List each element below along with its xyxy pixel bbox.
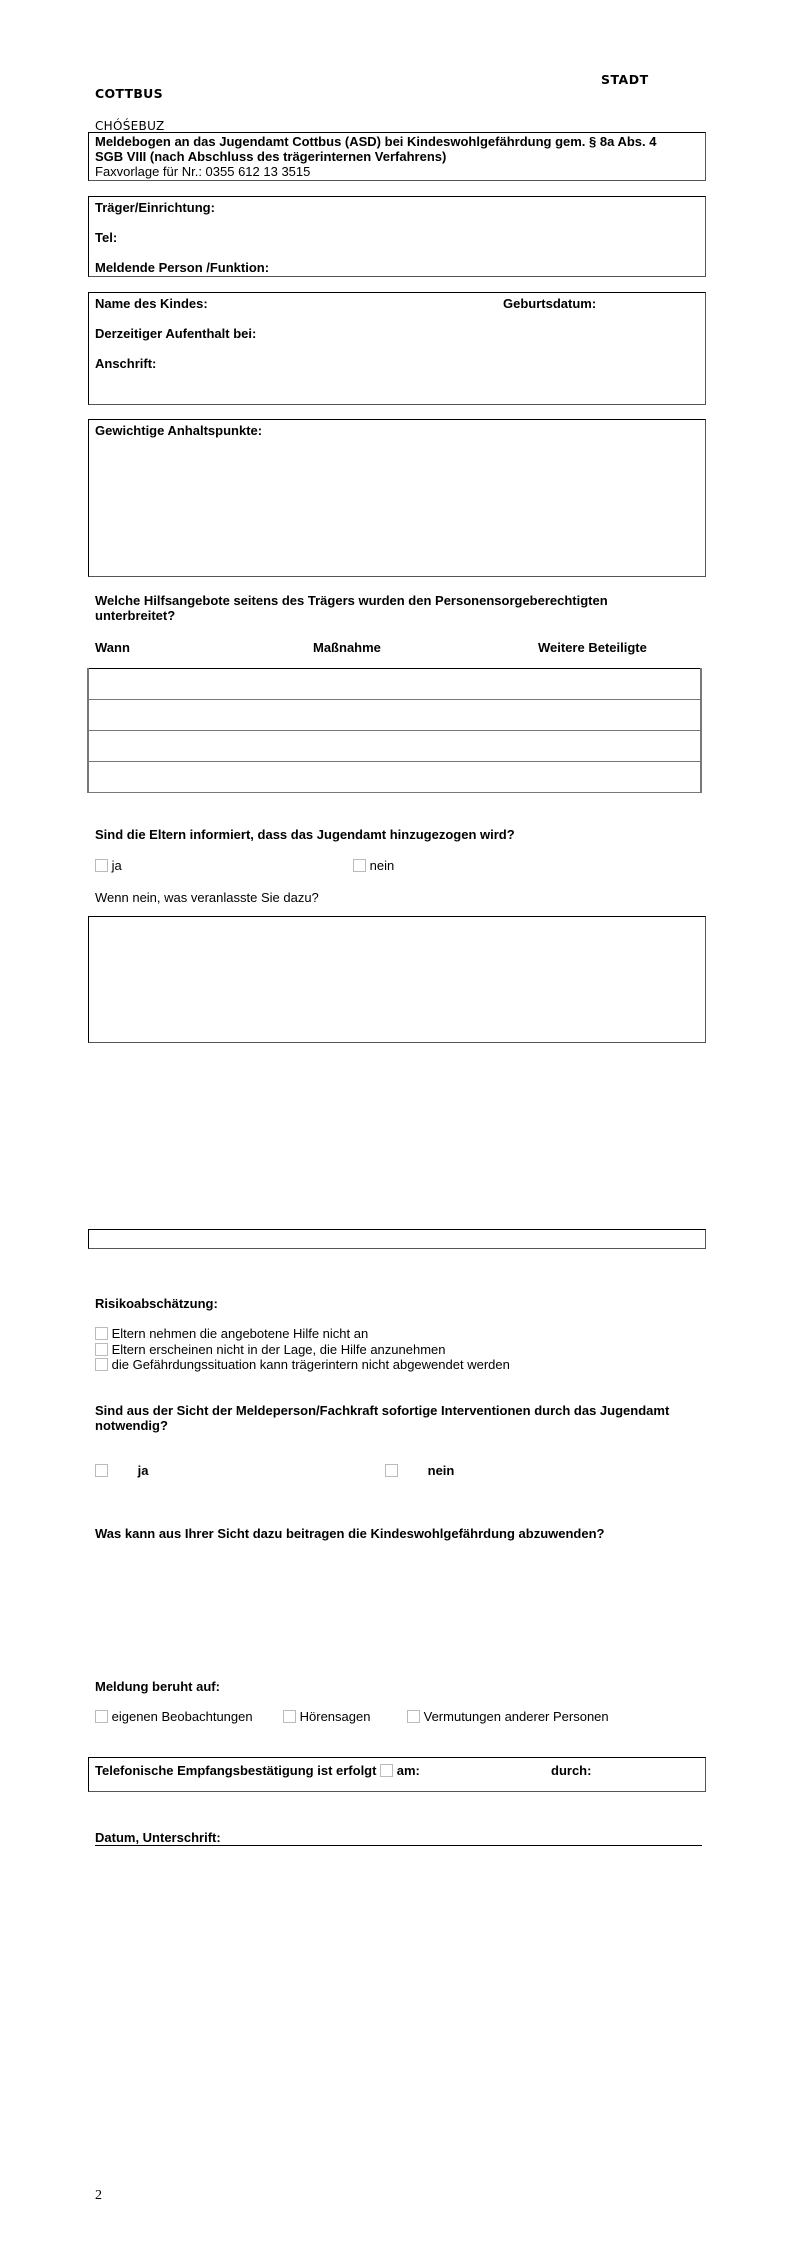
child-box[interactable] (88, 292, 706, 405)
checkbox-icon[interactable] (95, 1343, 108, 1356)
followup-answer-box[interactable] (88, 916, 706, 1043)
form-title-line1: Meldebogen an das Jugendamt Cottbus (ASD) bei Kindeswohlgefährdung gem. § 8a Abs. 4 (95, 134, 657, 149)
risk-option[interactable] (95, 1357, 510, 1373)
birthdate-label: Geburtsdatum: (503, 296, 597, 311)
offers-question-line1: Welche Hilfsangebote seitens des Trägers wurden den Personensorgeberechtigten (95, 593, 608, 608)
confirmation-row (95, 1763, 420, 1778)
prevention-question: Was kann aus Ihrer Sicht dazu beitragen die Kindeswohlgefährdung abzuwenden? (95, 1526, 605, 1541)
basis-option-assumptions[interactable] (407, 1709, 609, 1724)
header-cottbus: COTTBUS (95, 86, 163, 101)
table-row[interactable] (88, 731, 701, 762)
basis-option-hearsay[interactable] (283, 1709, 370, 1724)
intervention-question-line2: notwendig? (95, 1418, 168, 1433)
risk-option-label: die Gefährdungssituation kann trägerintern nicht abgewendet werden (111, 1357, 510, 1372)
no-label: nein (427, 1463, 455, 1478)
intervention-yes-option[interactable] (95, 1463, 148, 1478)
intervention-question-line1: Sind aus der Sicht der Meldeperson/Fachkraft sofortige Interventionen durch das Jugendamt (95, 1403, 670, 1418)
yes-label: ja (137, 1463, 149, 1478)
reporting-person-label: Meldende Person /Funktion: (95, 260, 270, 275)
table-cell[interactable] (88, 669, 701, 700)
risk-option-label: Eltern erscheinen nicht in der Lage, die Hilfe anzunehmen (111, 1341, 446, 1357)
checkbox-icon[interactable] (283, 1710, 296, 1723)
confirmation-box (88, 1757, 706, 1792)
table-cell[interactable] (88, 731, 701, 762)
indicators-box[interactable] (88, 419, 706, 577)
offers-table (87, 668, 702, 793)
residence-label: Derzeitiger Aufenthalt bei: (95, 326, 257, 341)
risk-option-label: Eltern nehmen die angebotene Hilfe nicht an (111, 1326, 369, 1341)
yes-label: ja (111, 858, 122, 873)
am-label: am: (396, 1763, 420, 1778)
checkbox-icon[interactable] (95, 1358, 108, 1371)
followup-question: Wenn nein, was veranlasste Sie dazu? (95, 890, 319, 905)
risk-option[interactable] (95, 1342, 510, 1358)
column-header-wann: Wann (95, 640, 130, 655)
fax-number: Faxvorlage für Nr.: 0355 612 13 3515 (95, 164, 311, 179)
institution-box[interactable] (88, 196, 706, 277)
page-number: 2 (95, 2188, 102, 2203)
offers-question-line2: unterbreitet? (95, 608, 176, 623)
form-title-line2: SGB VIII (nach Abschluss des trägerinternen Verfahrens) (95, 149, 447, 164)
empty-field-box[interactable] (88, 1229, 706, 1249)
basis-option-label: Hörensagen (299, 1709, 371, 1724)
risk-options (95, 1326, 510, 1373)
basis-option-own-observations[interactable] (95, 1709, 253, 1724)
checkbox-icon[interactable] (95, 1327, 108, 1340)
basis-title: Meldung beruht auf: (95, 1679, 220, 1694)
indicators-label: Gewichtige Anhaltspunkte: (95, 423, 263, 438)
address-label: Anschrift: (95, 356, 157, 371)
parents-informed-no-option[interactable] (353, 858, 394, 873)
checkbox-icon[interactable] (95, 1710, 108, 1723)
table-cell[interactable] (88, 762, 701, 793)
signature-line[interactable] (95, 1830, 702, 1846)
tel-label: Tel: (95, 230, 118, 245)
header-stadt: STADT (601, 72, 649, 87)
table-row[interactable] (88, 700, 701, 731)
signature-label: Datum, Unterschrift: (95, 1830, 221, 1845)
parents-informed-yes-option[interactable] (95, 858, 122, 873)
checkbox-icon[interactable] (95, 1464, 108, 1477)
durch-label: durch: (551, 1763, 592, 1778)
checkbox-icon[interactable] (95, 859, 108, 872)
intervention-no-option[interactable] (385, 1463, 454, 1478)
table-row[interactable] (88, 669, 701, 700)
checkbox-icon[interactable] (353, 859, 366, 872)
checkbox-icon[interactable] (407, 1710, 420, 1723)
checkbox-icon[interactable] (380, 1764, 393, 1777)
table-cell[interactable] (88, 700, 701, 731)
column-header-massnahme: Maßnahme (313, 640, 381, 655)
traeger-label: Träger/Einrichtung: (95, 200, 215, 215)
checkbox-icon[interactable] (385, 1464, 398, 1477)
child-name-label: Name des Kindes: (95, 296, 208, 311)
title-box (88, 132, 706, 181)
table-row[interactable] (88, 762, 701, 793)
basis-option-label: Vermutungen anderer Personen (423, 1709, 609, 1724)
parents-informed-question: Sind die Eltern informiert, dass das Jugendamt hinzugezogen wird? (95, 827, 515, 842)
column-header-weitere-beteiligte: Weitere Beteiligte (538, 640, 647, 655)
risk-option[interactable] (95, 1326, 510, 1342)
basis-option-label: eigenen Beobachtungen (111, 1709, 253, 1724)
header-chosebuz: CHÓŚEBUZ (95, 119, 165, 133)
confirmation-label: Telefonische Empfangsbestätigung ist erfolgt (95, 1763, 377, 1778)
risk-title: Risikoabschätzung: (95, 1296, 218, 1311)
no-label: nein (369, 858, 395, 873)
